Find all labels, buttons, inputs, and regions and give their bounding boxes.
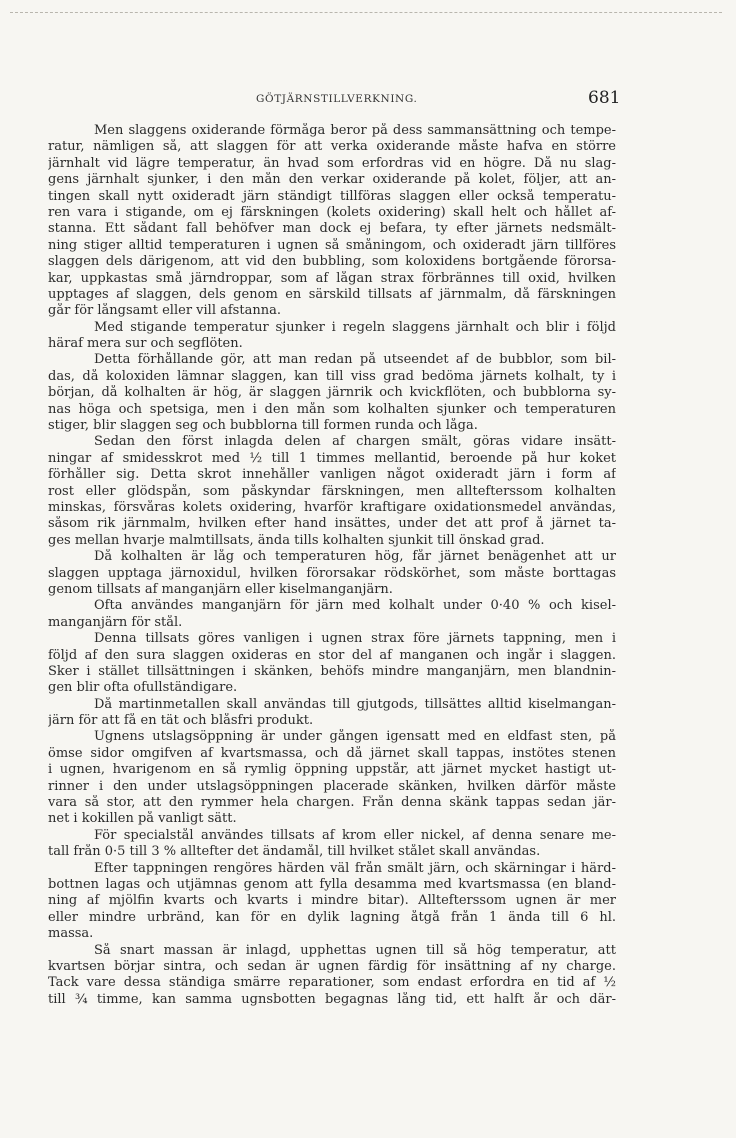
page-header <box>0 88 736 108</box>
text-line: manganjärn för stål. <box>48 614 183 630</box>
text-line: Detta förhållande gör, att man redan på utseendet af de bubblor, som bil- <box>94 352 616 368</box>
text-line: net i kokillen på vanligt sätt. <box>48 811 237 827</box>
text-line: Efter tappningen rengöres härden väl från smält järn, och skärningar i härd- <box>94 860 616 876</box>
text-line: förhåller sig. Detta skrot innehåller vanligen något oxideradt järn i form af <box>48 467 616 483</box>
text-line: vara så stor, att den rymmer hela chargen. Från denna skänk tappas sedan jär- <box>48 795 616 811</box>
text-line: i ugnen, hvarigenom en så rymlig öppning uppstår, att järnet mycket hastigt ut- <box>48 762 616 778</box>
text-line: går för långsamt eller vill afstanna. <box>48 303 281 319</box>
text-line: Sedan den först inlagda delen af chargen smält, göras vidare insätt- <box>94 434 616 450</box>
text-line: ning af mjölfin kvarts och kvarts i mindre bitar). Alltefterssom ugnen är mer <box>48 893 616 909</box>
text-line: Då martinmetallen skall användas till gjutgods, tillsättes alltid kiselmangan- <box>94 696 616 712</box>
text-line: Ugnens utslagsöppning är under gången igensatt med en eldfast sten, på <box>94 729 616 745</box>
text-line: Denna tillsats göres vanligen i ugnen strax före järnets tappning, men i <box>94 631 616 647</box>
text-line: Så snart massan är inlagd, upphettas ugnen till så hög temperatur, att <box>94 942 616 958</box>
text-line: ömse sidor omgifven af kvartsmassa, och då järnet skall tappas, instötes stenen <box>48 745 616 761</box>
page-number: 681 <box>588 88 621 108</box>
text-line: Sker i stället tillsättningen i skänken, behöfs mindre manganjärn, men blandnin- <box>48 663 616 679</box>
text-line: Men slaggens oxiderande förmåga beror på dess sammansättning och tempe- <box>94 123 616 138</box>
scan-top-rule <box>10 12 722 13</box>
text-line: järnhalt vid lägre temperatur, än hvad som erfordras vid en högre. Då nu slag- <box>48 155 616 171</box>
text-line: gens järnhalt sjunker, i den mån den verkar oxiderande på kolet, följer, att an- <box>48 172 616 188</box>
text-line: slaggen dels därigenom, att vid den bubbling, som koloxidens bortgående förorsa- <box>48 254 616 270</box>
text-line: kvartsen börjar sintra, och sedan är ugnen färdig för insättning af ny charge. <box>48 958 616 974</box>
text-line: gen blir ofta ofullständigare. <box>48 680 238 696</box>
text-line: Då kolhalten är låg och temperaturen hög, får järnet benägenhet att ur <box>94 549 616 565</box>
text-line: häraf mera sur och segflöten. <box>48 336 243 352</box>
text-line: ren vara i stigande, om ej färskningen (kolets oxidering) skall helt och hållet af- <box>48 204 616 220</box>
text-line: För specialstål användes tillsats af krom eller nickel, af denna senare me- <box>94 827 616 843</box>
text-line: das, då koloxiden lämnar slaggen, kan till viss grad bedöma järnets kolhalt, ty i <box>48 368 616 384</box>
text-line: tingen skall nytt oxideradt järn ständigt tillföras slaggen eller också temperatu- <box>48 188 616 204</box>
text-line: minskas, försvåras kolets oxidering, hvarför kraftigare oxidationsmedel användas, <box>48 499 616 515</box>
text-line: genom tillsats af manganjärn eller kiselmanganjärn. <box>48 581 393 597</box>
text-line: början, då kolhalten är hög, är slaggen järnrik och kvickflöten, och bubblorna sy- <box>48 385 616 401</box>
text-line: tall från 0·5 till 3 % alltefter det ändamål, till hvilket stålet skall användas. <box>48 844 541 860</box>
text-line: ratur, nämligen så, att slaggen för att verka oxiderande måste hafva en större <box>48 139 616 155</box>
text-line: järn för att få en tät och blåsfri produkt. <box>48 713 314 729</box>
text-line: rost eller glödspån, som påskyndar färskningen, men alltefterssom kolhalten <box>48 483 616 499</box>
text-line: slaggen upptaga järnoxidul, hvilken förorsakar rödskörhet, som måste borttagas <box>48 565 616 581</box>
text-line: Med stigande temperatur sjunker i regeln slaggens järnhalt och blir i följd <box>94 319 616 335</box>
text-line: rinner i den under utslagsöppningen placerade skänken, hvilken därför måste <box>48 778 616 794</box>
running-title: GÖTJÄRNSTILLVERKNING. <box>256 93 418 105</box>
text-line: Ofta användes manganjärn för järn med kolhalt under 0·40 % och kisel- <box>94 598 616 614</box>
text-line: eller mindre urbränd, kan för en dylik lagning åtgå från 1 ända till 6 hl. <box>48 909 616 925</box>
body-text <box>48 123 616 1008</box>
text-line: följd af den sura slaggen oxideras en stor del af manganen och ingår i slaggen. <box>48 647 616 663</box>
text-line: nas höga och spetsiga, men i den mån som kolhalten sjunker och temperaturen <box>48 401 616 417</box>
text-line: till ¾ timme, kan samma ugnsbotten begagnas lång tid, ett halft år och där- <box>48 991 616 1007</box>
text-line: ges mellan hvarje malmtillsats, ända tills kolhalten sjunkit till önskad grad. <box>48 532 545 548</box>
text-line: kar, uppkastas små järndroppar, som af lågan strax förbrännes till oxid, hvilken <box>48 270 616 286</box>
text-line: såsom rik järnmalm, hvilken efter hand insättes, under det att prof å järnet ta- <box>48 516 616 532</box>
text-line: stiger, blir slaggen seg och bubblorna till formen runda och låga. <box>48 418 478 434</box>
text-line: bottnen lagas och utjämnas genom att fylla desamma med kvartsmassa (en bland- <box>48 876 616 892</box>
text-line: ning stiger alltid temperaturen i ugnen så småningom, och oxideradt järn tillföres <box>48 237 616 253</box>
text-line: upptages af slaggen, dels genom en särskild tillsats af järnmalm, då färskningen <box>48 286 616 302</box>
text-line: stanna. Ett sådant fall behöfver man dock ej befara, ty efter järnets nedsmält- <box>48 221 616 237</box>
text-line: ningar af smidesskrot med ½ till 1 timmes mellantid, beroende på hur koket <box>48 450 616 466</box>
text-line: massa. <box>48 926 94 942</box>
text-line: Tack vare dessa ständiga smärre reparationer, som endast erfordra en tid af ½ <box>48 975 616 991</box>
